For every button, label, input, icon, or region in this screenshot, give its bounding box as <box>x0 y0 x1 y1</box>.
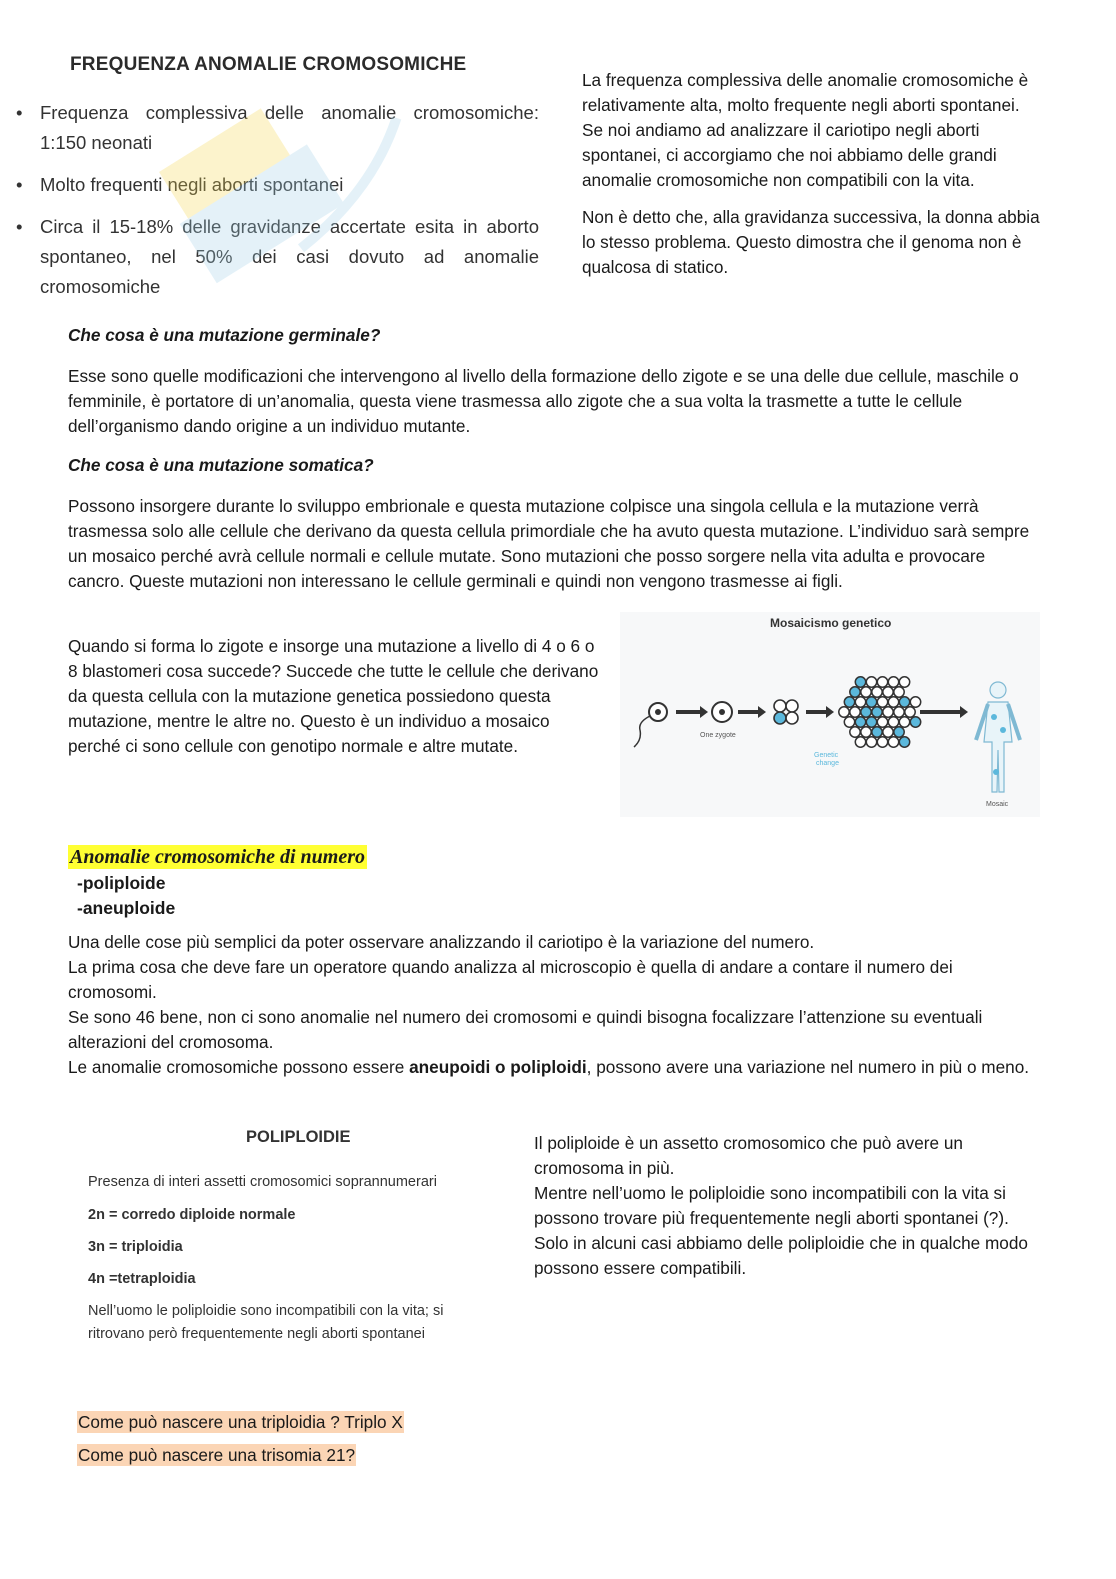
polyploidy-slide <box>72 1118 522 1358</box>
frequency-bullet: • Molto frequenti negli aborti spontanei <box>14 170 539 200</box>
mutated-cell-icon <box>844 697 854 707</box>
mutated-cell-icon <box>774 712 786 724</box>
arrowhead <box>826 706 834 718</box>
arrowhead <box>700 706 708 718</box>
cell-icon <box>866 737 876 747</box>
cell-icon <box>877 677 887 687</box>
cell-icon <box>894 707 904 717</box>
numerical-heading <box>68 846 367 869</box>
numerical-line-part: , possono avere una variazione nel numero in più o meno. <box>586 1057 1030 1077</box>
cell-icon <box>866 677 876 687</box>
mutated-cell-icon <box>899 737 909 747</box>
cell-icon <box>850 707 860 717</box>
slide-note: ritrovano però frequentemente negli aborti spontanei <box>88 1326 425 1342</box>
somatic-question: Che cosa è una mutazione somatica? <box>68 455 374 475</box>
cell-icon <box>899 677 909 687</box>
arrowhead <box>960 706 968 718</box>
cell-icon <box>888 717 898 727</box>
cell-icon <box>786 712 798 724</box>
polyploidy-slide-title: POLIPLOIDIE <box>246 1128 351 1146</box>
polyploid-line: Il poliploide è un assetto cromosomico che può avere un cromosoma in più. <box>534 1133 963 1178</box>
cell-icon <box>861 727 871 737</box>
numerical-line: Una delle cose più semplici da poter osservare analizzando il cariotipo è la variazione del numero. <box>68 932 815 952</box>
cell-icon <box>872 687 882 697</box>
mutated-cell-icon <box>910 717 920 727</box>
zygote-nucleus <box>719 709 725 715</box>
numerical-line <box>68 1055 1043 1080</box>
frequency-bullet: • Frequenza complessiva delle anomalie cromosomiche: 1:150 neonati <box>14 98 539 158</box>
mutated-cell-icon <box>899 697 909 707</box>
cell-cluster <box>839 677 921 747</box>
mutated-cell-icon <box>866 697 876 707</box>
mutated-cell-icon <box>850 687 860 697</box>
intro-paragraph: Non è detto che, alla gravidanza successiva, la donna abbia lo stesso problema. Questo dimostra che il genoma non è qualcosa di statico. <box>582 207 1040 277</box>
figure-title: Mosaicismo genetico <box>770 616 892 630</box>
cell-icon <box>888 697 898 707</box>
mutated-cell-icon <box>866 717 876 727</box>
slide-item: 4n =tetraploidia <box>88 1271 196 1287</box>
arrowhead <box>758 706 766 718</box>
question-2 <box>77 1443 356 1468</box>
cell-icon <box>855 737 865 747</box>
cell-icon <box>861 687 871 697</box>
cell-icon <box>883 707 893 717</box>
mutated-cell-icon <box>855 717 865 727</box>
cell-icon <box>844 717 854 727</box>
type-item: -aneuploide <box>77 898 176 918</box>
somatic-answer: Possono insorgere durante lo sviluppo embrionale e questa mutazione colpisce una singola cellula e la mutazione verrà trasmessa solo alle cellule che derivano da questa cellula primordiale che ha avuto questa mutazione. L’individuo sarà sempre un mosaico perché avrà cellule normali e cellule mutate. Sono mutazioni che posso sorgere nella vita adulta e provocare cancro. Queste mutazioni non interessano le cellule germinali e quindi non vengono trasmesse ai figli. <box>68 496 1030 591</box>
polyploid-text <box>534 1131 1034 1281</box>
question-1 <box>77 1410 404 1435</box>
mosaic-paragraph: Quando si forma lo zigote e insorge una mutazione a livello di 4 o 6 o 8 blastomeri cosa succede? Succede che tutte le cellule che derivano da questa cellula con la mutazione genetica possiedono questa mutazione, mentre le altre no. Questo è un individuo a mosaico perché ci sono cellule con genotipo normale e altre mutate. <box>68 636 599 756</box>
cell-icon <box>910 697 920 707</box>
numerical-line: Se sono 46 bene, non ci sono anomalie nel numero dei cromosomi e quindi bisogna focalizzare l’attenzione su eventuali alterazioni del cromosoma. <box>68 1007 983 1052</box>
slide-item: 3n = triploidia <box>88 1239 183 1255</box>
intro-text <box>582 68 1042 280</box>
cell-icon <box>877 697 887 707</box>
intro-paragraph: La frequenza complessiva delle anomalie cromosomiche è relativamente alta, molto frequente negli aborti spontanei. Se noi andiamo ad analizzare il cariotipo negli aborti spontanei, ci accorgiamo che noi abbiamo delle grandi anomalie cromosomiche non compatibili con la vita. <box>582 70 1029 190</box>
cell-icon <box>850 727 860 737</box>
numerical-text <box>68 930 1043 1080</box>
cell-icon <box>888 677 898 687</box>
polyploid-line: Solo in alcuni casi abbiamo delle poliploidie che in qualche modo possono essere compatibili. <box>534 1233 1028 1278</box>
frequency-bullet: • Circa il 15-18% delle gravidanze accertate esita in aborto spontaneo, nel 50% dei casi dovuto ad anomalie cromosomiche <box>14 212 539 302</box>
genetic-change-label: change <box>816 760 839 767</box>
cell-icon <box>786 700 798 712</box>
numerical-heading-text: Anomalie cromosomiche di numero <box>70 846 366 868</box>
frequency-slide <box>14 40 554 320</box>
zygote-label: One zygote <box>700 732 736 739</box>
mutated-cell-icon <box>861 707 871 717</box>
cell-icon <box>894 687 904 697</box>
mosaicism-figure <box>620 612 1040 817</box>
cell-icon <box>883 687 893 697</box>
cell-icon <box>905 707 915 717</box>
cell-icon <box>839 707 849 717</box>
numerical-line-part: Le anomalie cromosomiche possono essere <box>68 1057 410 1077</box>
type-item: -poliploide <box>77 873 166 893</box>
mutated-cell-icon <box>872 707 882 717</box>
question-2-text: Come può nascere una trisomia 21? <box>78 1445 356 1465</box>
mutated-cell-icon <box>872 727 882 737</box>
cell-icon <box>877 717 887 727</box>
human-figure-icon <box>976 682 1020 792</box>
mutated-cell-icon <box>894 727 904 737</box>
frequency-slide-title: FREQUENZA ANOMALIE CROMOSOMICHE <box>70 54 467 75</box>
polyploid-line: Mentre nell’uomo le poliploidie sono incompatibili con la vita si possono trovare più frequentemente negli aborti spontanei (?). <box>534 1183 1009 1228</box>
slide-item: 2n = corredo diploide normale <box>88 1207 296 1223</box>
sperm-icon <box>634 716 650 747</box>
germinal-question: Che cosa è una mutazione germinale? <box>68 325 381 345</box>
mosaic-label: Mosaic <box>986 801 1009 808</box>
genetic-change-label: Genetic <box>814 752 839 759</box>
mutated-cell-icon <box>855 677 865 687</box>
cell-icon <box>883 727 893 737</box>
egg-nucleus <box>655 709 661 715</box>
germinal-answer: Esse sono quelle modificazioni che intervengono al livello della formazione dello zigote e se una delle due cellule, maschile o femminile, è portatore di un’anomalia, questa viene trasmessa allo zigote che a sua volta la trasmette a tutte le cellule dell’organismo dando origine a un individuo mutante. <box>68 366 1019 436</box>
cell-icon <box>855 697 865 707</box>
numerical-line: La prima cosa che deve fare un operatore quando analizza al microscopio è quella di andare a contare il numero dei cromosomi. <box>68 957 953 1002</box>
cell-icon <box>899 717 909 727</box>
numerical-bold: aneupoidi o poliploidi <box>409 1057 587 1077</box>
cell-icon <box>774 700 786 712</box>
cell-icon <box>877 737 887 747</box>
cell-icon <box>888 737 898 747</box>
slide-subtitle: Presenza di interi assetti cromosomici soprannumerari <box>88 1174 437 1190</box>
question-1-text: Come può nascere una triploidia ? Triplo X <box>78 1412 403 1432</box>
slide-note: Nell’uomo le poliploidie sono incompatibili con la vita; si <box>88 1303 444 1319</box>
frequency-bullets <box>14 98 539 314</box>
